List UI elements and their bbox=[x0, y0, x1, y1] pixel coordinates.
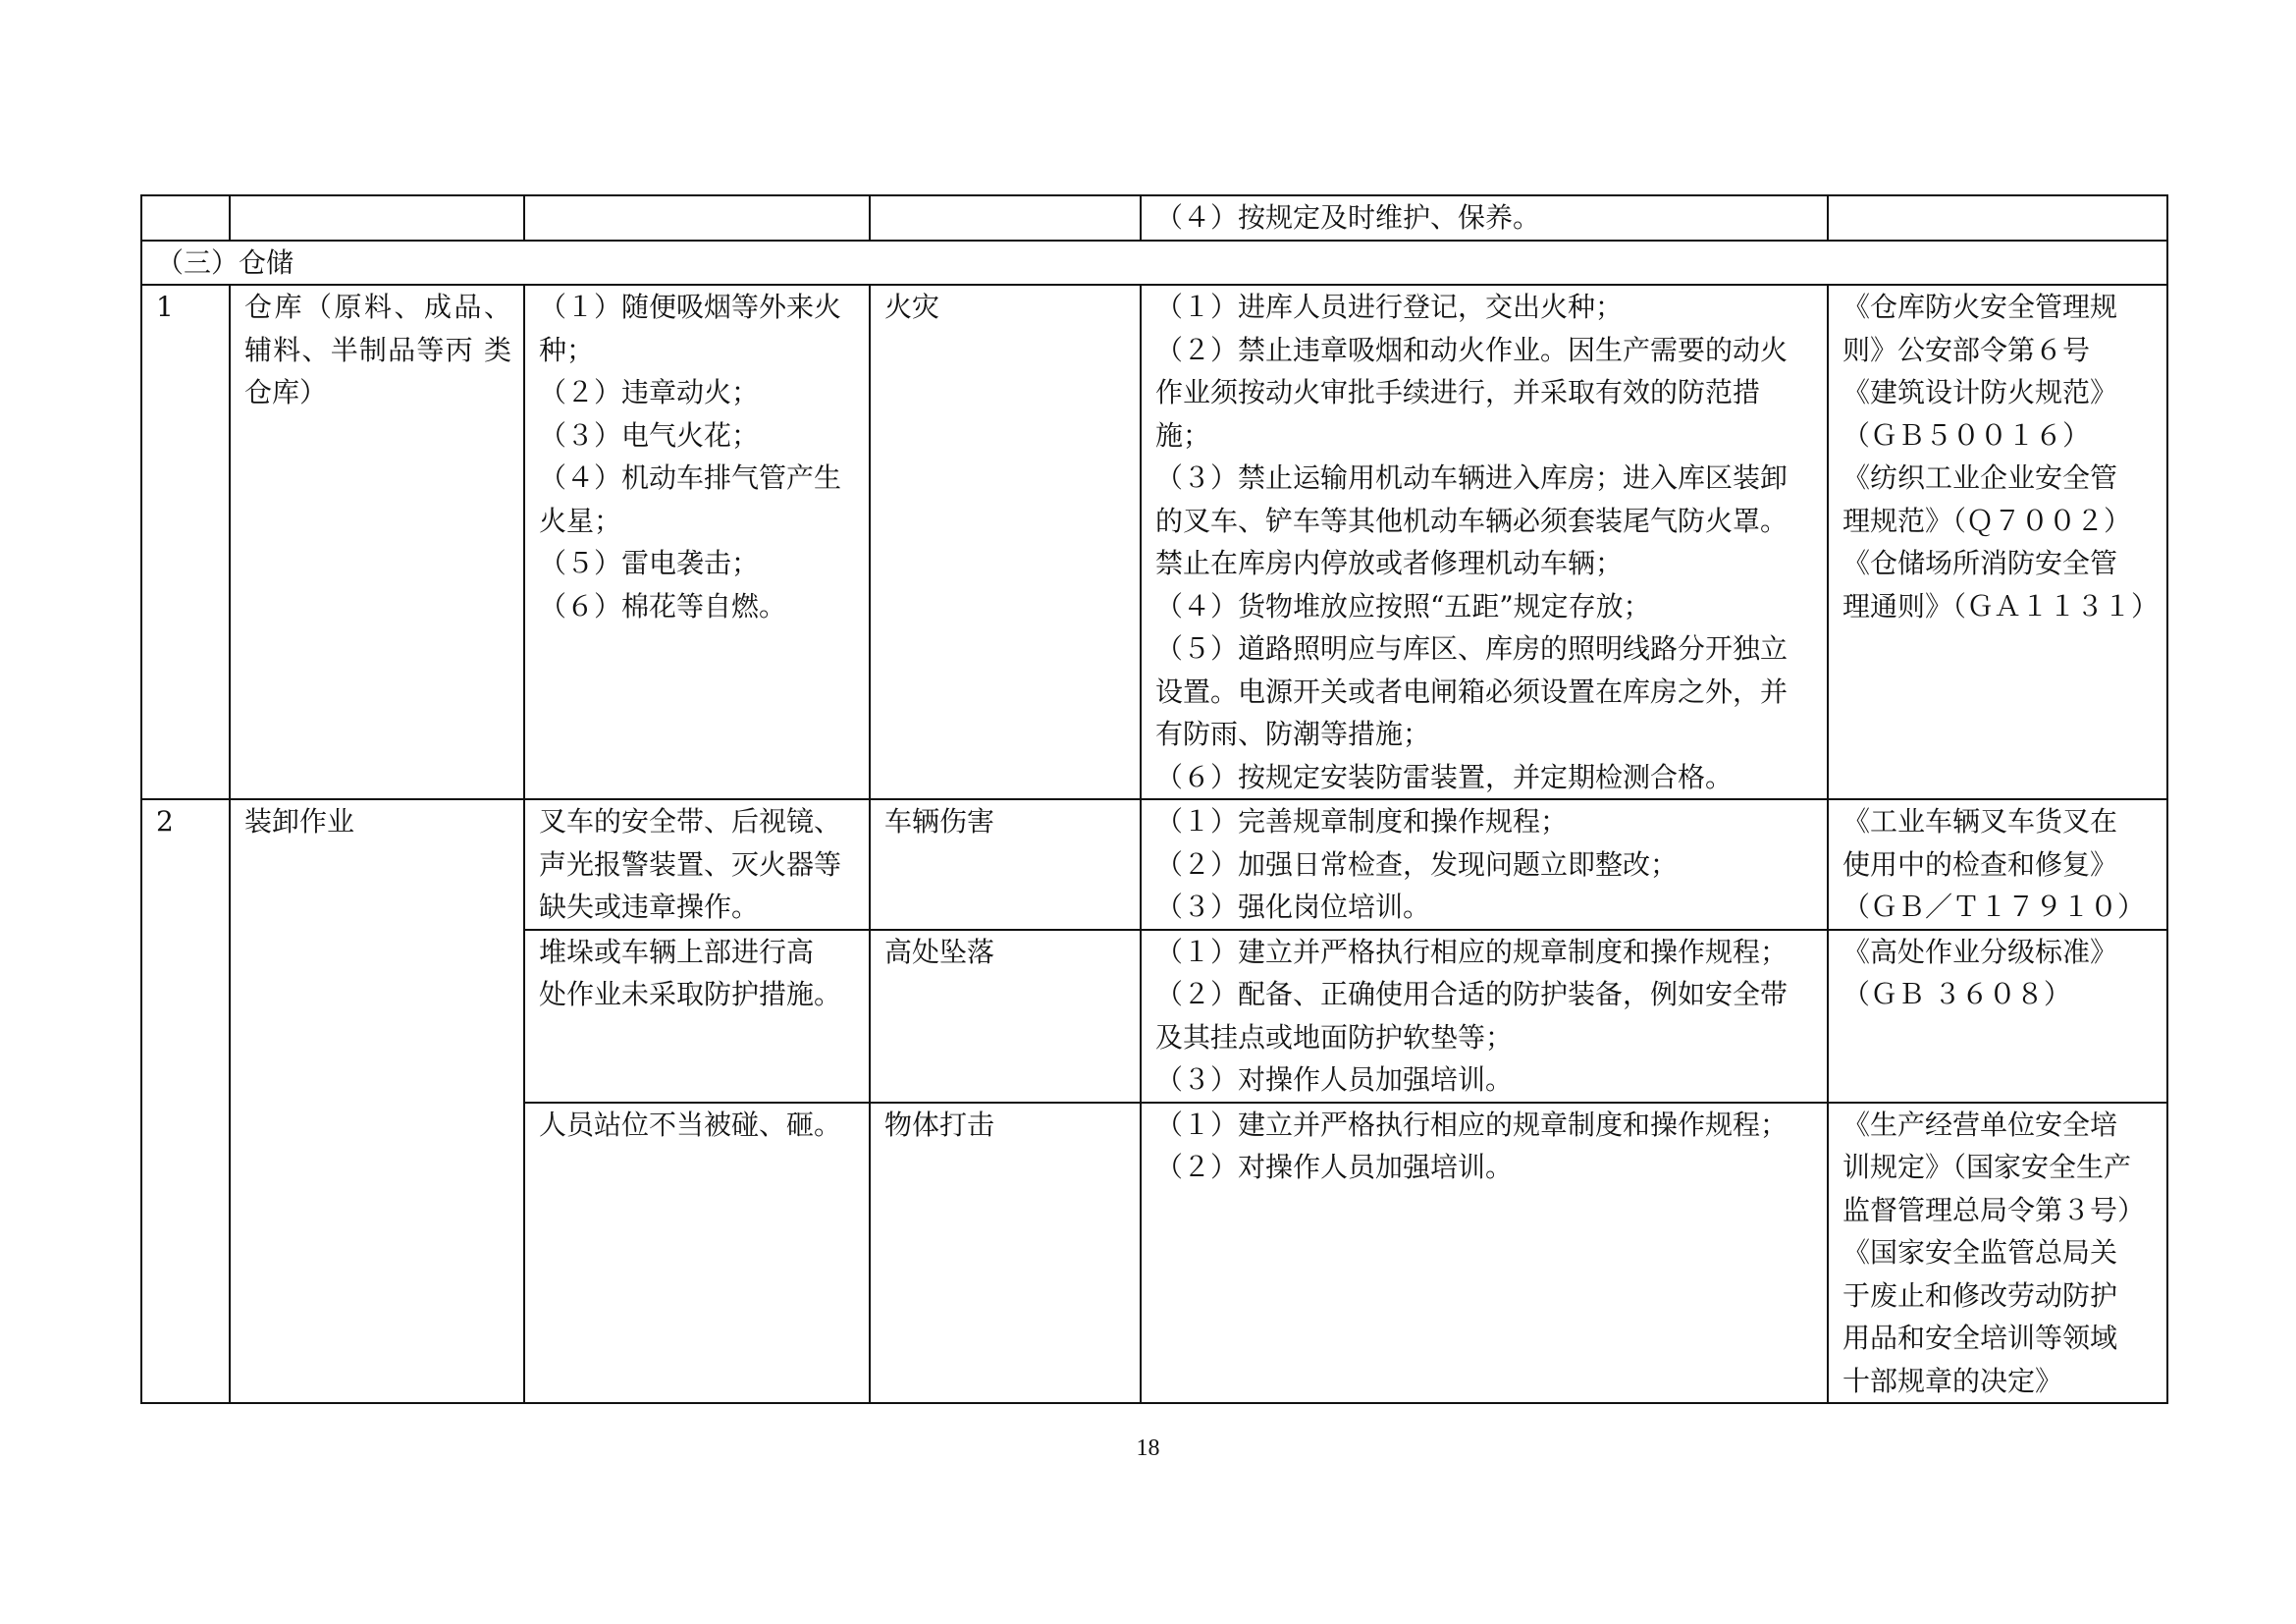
basis-line: 《高处作业分级标准》 bbox=[1842, 935, 2118, 968]
table-row bbox=[141, 195, 2167, 241]
section-title: （三）仓储 bbox=[141, 241, 2167, 286]
basis-line: 于废止和修改劳动防护 bbox=[1842, 1278, 2118, 1312]
cell-basis bbox=[1828, 930, 2167, 1103]
basis-line: 用品和安全培训等领域 bbox=[1842, 1322, 2118, 1354]
cell-measure bbox=[1141, 285, 1828, 799]
cell-accident: 高处坠落 bbox=[870, 930, 1141, 1103]
basis-line: 使用中的检查和修复》 bbox=[1842, 847, 2118, 881]
hazard-line: （３）电气火花； bbox=[539, 418, 760, 452]
hazard-line: 声光报警装置、灭火器等 bbox=[539, 847, 842, 881]
cell-basis bbox=[1828, 1103, 2167, 1404]
cell-measure bbox=[1141, 1103, 1828, 1404]
hazard-line: （２）违章动火； bbox=[539, 376, 760, 408]
cell-item bbox=[230, 285, 524, 799]
measure-line: （３）强化岗位培训。 bbox=[1155, 891, 1431, 923]
basis-line: （ＧＢ ３６０８） bbox=[1842, 978, 2071, 1010]
page-number: 18 bbox=[1136, 1435, 1160, 1461]
hazard-line: 火星； bbox=[539, 504, 622, 537]
measure-line: （５）道路照明应与库区、库房的照明线路分开独立 bbox=[1155, 632, 1789, 665]
cell-hazard bbox=[524, 799, 870, 930]
measure-line: 施； bbox=[1155, 418, 1211, 452]
cell-accident: 火灾 bbox=[870, 285, 1141, 799]
cell-hazard bbox=[524, 285, 870, 799]
measure-line: 禁止在库房内停放或者修理机动车辆； bbox=[1155, 547, 1624, 579]
cell-measure bbox=[1141, 195, 1828, 241]
basis-line: 则》公安部令第６号 bbox=[1842, 333, 2091, 366]
basis-line: （ＧＢ／Ｔ１７９１０） bbox=[1842, 891, 2146, 923]
basis-line: 《仓库防火安全管理规 bbox=[1842, 291, 2118, 323]
measure-line: （２）配备、正确使用合适的防护装备，例如安全带 bbox=[1155, 978, 1789, 1010]
hazard-line: （４）机动车排气管产生 bbox=[539, 461, 842, 494]
basis-line: 理通则》（ＧＡ１１３１） bbox=[1842, 589, 2160, 623]
basis-line: 《工业车辆叉车货叉在 bbox=[1842, 805, 2118, 838]
basis-line: （ＧＢ５００１６） bbox=[1842, 418, 2091, 452]
basis-line: 《生产经营单位安全培 bbox=[1842, 1108, 2118, 1141]
hazard-line: 叉车的安全带、后视镜、 bbox=[539, 805, 842, 838]
basis-line: 十部规章的决定》 bbox=[1842, 1364, 2063, 1397]
basis-line: 监督管理总局令第３号） bbox=[1842, 1193, 2146, 1226]
measure-line: 作业须按动火审批手续进行，并采取有效的防范措 bbox=[1155, 376, 1761, 408]
hazard-line: 处作业未采取防护措施。 bbox=[539, 978, 842, 1010]
cell-no: 1 bbox=[141, 285, 230, 799]
measure-line: （１）建立并严格执行相应的规章制度和操作规程； bbox=[1155, 1108, 1789, 1141]
table-row bbox=[141, 799, 2167, 930]
hazard-line: 人员站位不当被碰、砸。 bbox=[539, 1108, 842, 1141]
basis-line: 《仓储场所消防安全管 bbox=[1842, 547, 2118, 579]
table-row bbox=[141, 285, 2167, 799]
measure-line: （４）按规定及时维护、保养。 bbox=[1155, 201, 1541, 234]
hazard-line: （１）随便吸烟等外来火 bbox=[539, 291, 842, 323]
cell-basis bbox=[1828, 195, 2167, 241]
measure-line: 设置。电源开关或者电闸箱必须设置在库房之外，并 bbox=[1155, 675, 1789, 708]
measure-line: 有防雨、防潮等措施； bbox=[1155, 718, 1431, 750]
measure-line: （３）对操作人员加强培训。 bbox=[1155, 1063, 1514, 1096]
cell-hazard bbox=[524, 195, 870, 241]
cell-item: 装卸作业 bbox=[230, 799, 524, 1403]
cell-item bbox=[230, 195, 524, 241]
basis-line: 《纺织工业企业安全管 bbox=[1842, 461, 2118, 494]
basis-line: 训规定》（国家安全生产 bbox=[1842, 1151, 2132, 1183]
measure-line: （６）按规定安装防雷装置，并定期检测合格。 bbox=[1155, 760, 1734, 793]
cell-no bbox=[141, 195, 230, 241]
section-row bbox=[141, 241, 2167, 286]
cell-hazard bbox=[524, 930, 870, 1103]
measure-line: 及其挂点或地面防护软垫等； bbox=[1155, 1020, 1514, 1054]
measure-line: 的叉车、铲车等其他机动车辆必须套装尾气防火罩。 bbox=[1155, 504, 1789, 537]
cell-hazard bbox=[524, 1103, 870, 1404]
measure-line: （１）进库人员进行登记，交出火种； bbox=[1155, 291, 1624, 323]
cell-basis bbox=[1828, 799, 2167, 930]
cell-accident bbox=[870, 195, 1141, 241]
measure-line: （３）禁止运输用机动车辆进入库房；进入库区装卸 bbox=[1155, 461, 1789, 494]
cell-basis bbox=[1828, 285, 2167, 799]
basis-line: 《建筑设计防火规范》 bbox=[1842, 376, 2118, 408]
cell-accident: 车辆伤害 bbox=[870, 799, 1141, 930]
measure-line: （１）建立并严格执行相应的规章制度和操作规程； bbox=[1155, 935, 1789, 968]
basis-line: 理规范》（Ｑ７００２） bbox=[1842, 504, 2132, 537]
item-text: 仓库（原料、成品、辅料、半制品等丙 类仓库） bbox=[244, 291, 511, 408]
hazard-line: 缺失或违章操作。 bbox=[539, 891, 760, 923]
hazard-line: 堆垛或车辆上部进行高 bbox=[539, 935, 815, 968]
measure-line: （２）禁止违章吸烟和动火作业。因生产需要的动火 bbox=[1155, 333, 1789, 366]
cell-measure bbox=[1141, 930, 1828, 1103]
hazard-line: （６）棉花等自燃。 bbox=[539, 589, 787, 623]
hazard-line: 种； bbox=[539, 333, 595, 366]
measure-line: （２）对操作人员加强培训。 bbox=[1155, 1151, 1514, 1183]
measure-line: （４）货物堆放应按照“五距”规定存放； bbox=[1155, 589, 1651, 623]
measure-line: （２）加强日常检查，发现问题立即整改； bbox=[1155, 847, 1679, 881]
hazard-table bbox=[140, 194, 2168, 1404]
basis-line: 《国家安全监管总局关 bbox=[1842, 1236, 2118, 1269]
hazard-line: （５）雷电袭击； bbox=[539, 547, 760, 579]
cell-accident: 物体打击 bbox=[870, 1103, 1141, 1404]
cell-no: 2 bbox=[141, 799, 230, 1403]
cell-measure bbox=[1141, 799, 1828, 930]
measure-line: （１）完善规章制度和操作规程； bbox=[1155, 805, 1569, 838]
